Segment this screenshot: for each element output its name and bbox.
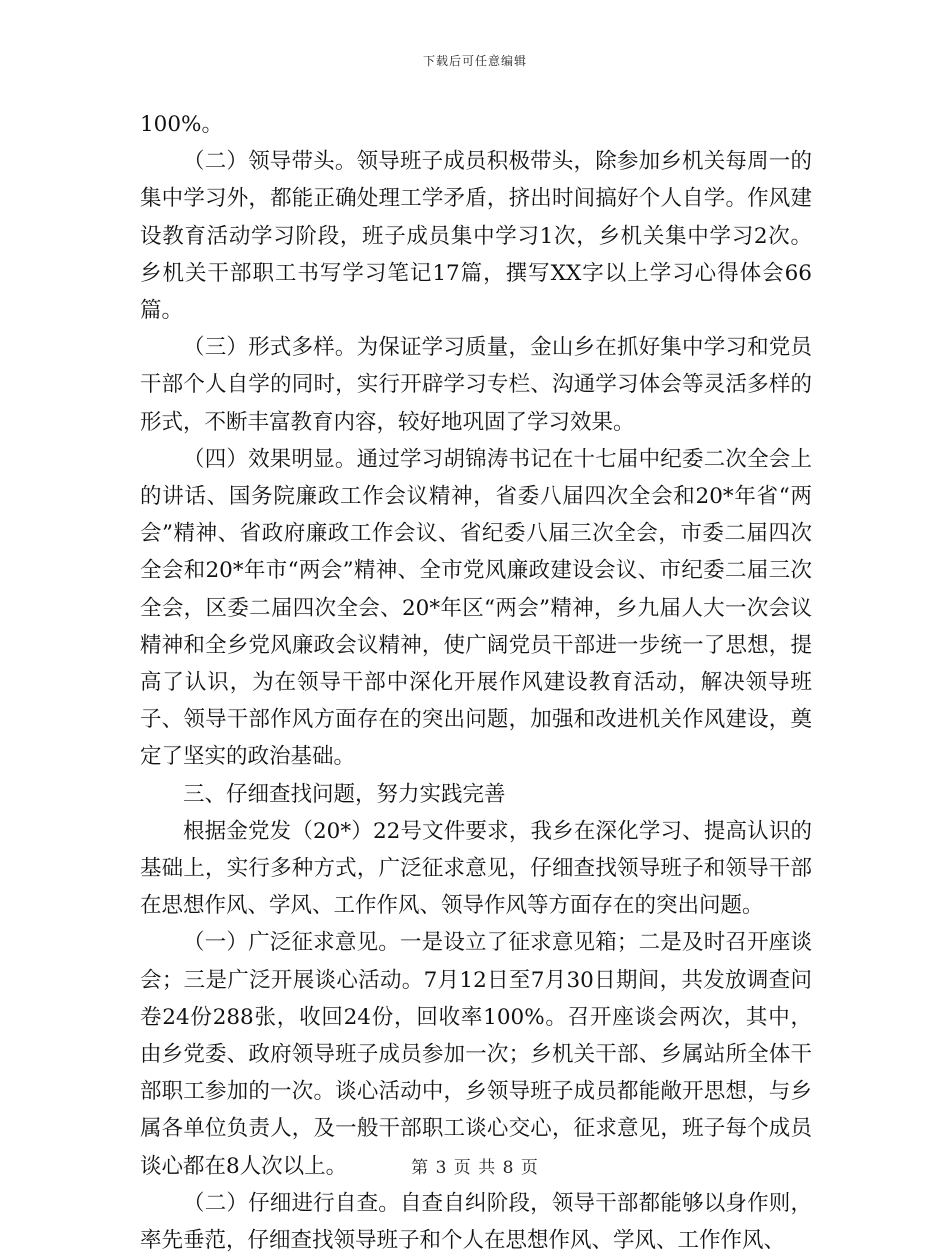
paragraph-self-check: （二）仔细进行自查。自查自纠阶段，领导干部都能够以身作则，率先垂范，仔细查找领导班子和个人在思想作风、学风、工作作风、 [140, 1190, 812, 1254]
paragraph-obvious-effect: （四）效果明显。通过学习胡锦涛书记在十七届中纪委二次全会上的讲话、国务院廉政工作会议精神，省委八届四次全会和20*年省“两会”精神、省政府廉政工作会议、省纪委八届三次全会，市委二届四次全会和20*年市“两会”精神、全市党风廉政建设会议、市纪委二届三次全会，区委二届四次全会、20*年区“两会”精神，乡九届人大一次会议精神和全乡党风廉政会议精神，使广阔党员干部进一步统一了思想，提高了认识，为在领导干部中深化开展作风建设教育活动，解决领导班子、领导干部作风方面存在的突出问题，加强和改进机关作风建设，奠定了坚实的政治基础。 [140, 446, 812, 770]
paragraph-diverse-forms: （三）形式多样。为保证学习质量，金山乡在抓好集中学习和党员干部个人自学的同时，实行开辟学习专栏、沟通学习体会等灵活多样的形式，不断丰富教育内容，较好地巩固了学习效果。 [140, 335, 812, 435]
paragraph-solicit-opinions: （一）广泛征求意见。一是设立了征求意见箱；二是及时召开座谈会；三是广泛开展谈心活动。7月12日至7月30日期间，共发放调查问卷24份288张，收回24份，回收率100%。召开座谈会两次，其中，由乡党委、政府领导班子成员参加一次；乡机关干部、乡属站所全体干部职工参加的一次。谈心活动中，乡领导班子成员都能敞开思想，与乡属各单位负责人，及一般干部职工谈心交心，征求意见，班子每个成员谈心都在8人次以上。 [140, 930, 812, 1179]
paragraph-continuation: 100%。 [140, 112, 223, 137]
section-heading: 三、仔细查找问题，努力实践完善 [183, 781, 506, 807]
paragraph-leadership: （二）领导带头。领导班子成员积极带头，除参加乡机关每周一的集中学习外，都能正确处理工学矛盾，挤出时间搞好个人自学。作风建设教育活动学习阶段，班子成员集中学习1次，乡机关集中学习2次。乡机关干部职工书写学习笔记17篇，撰写XX字以上学习心得体会66篇。 [140, 149, 812, 324]
document-body [140, 106, 812, 1259]
page-number-footer: 第 3 页 共 8 页 [411, 1158, 539, 1178]
page-header-note: 下载后可任意编辑 [422, 54, 527, 68]
paragraph-document-requirement: 根据金党发（20*）22号文件要求，我乡在深化学习、提高认识的基础上，实行多种方式，广泛征求意见，仔细查找领导班子和领导干部在思想作风、学风、工作作风、领导作风等方面存在的突出问题。 [140, 818, 812, 919]
